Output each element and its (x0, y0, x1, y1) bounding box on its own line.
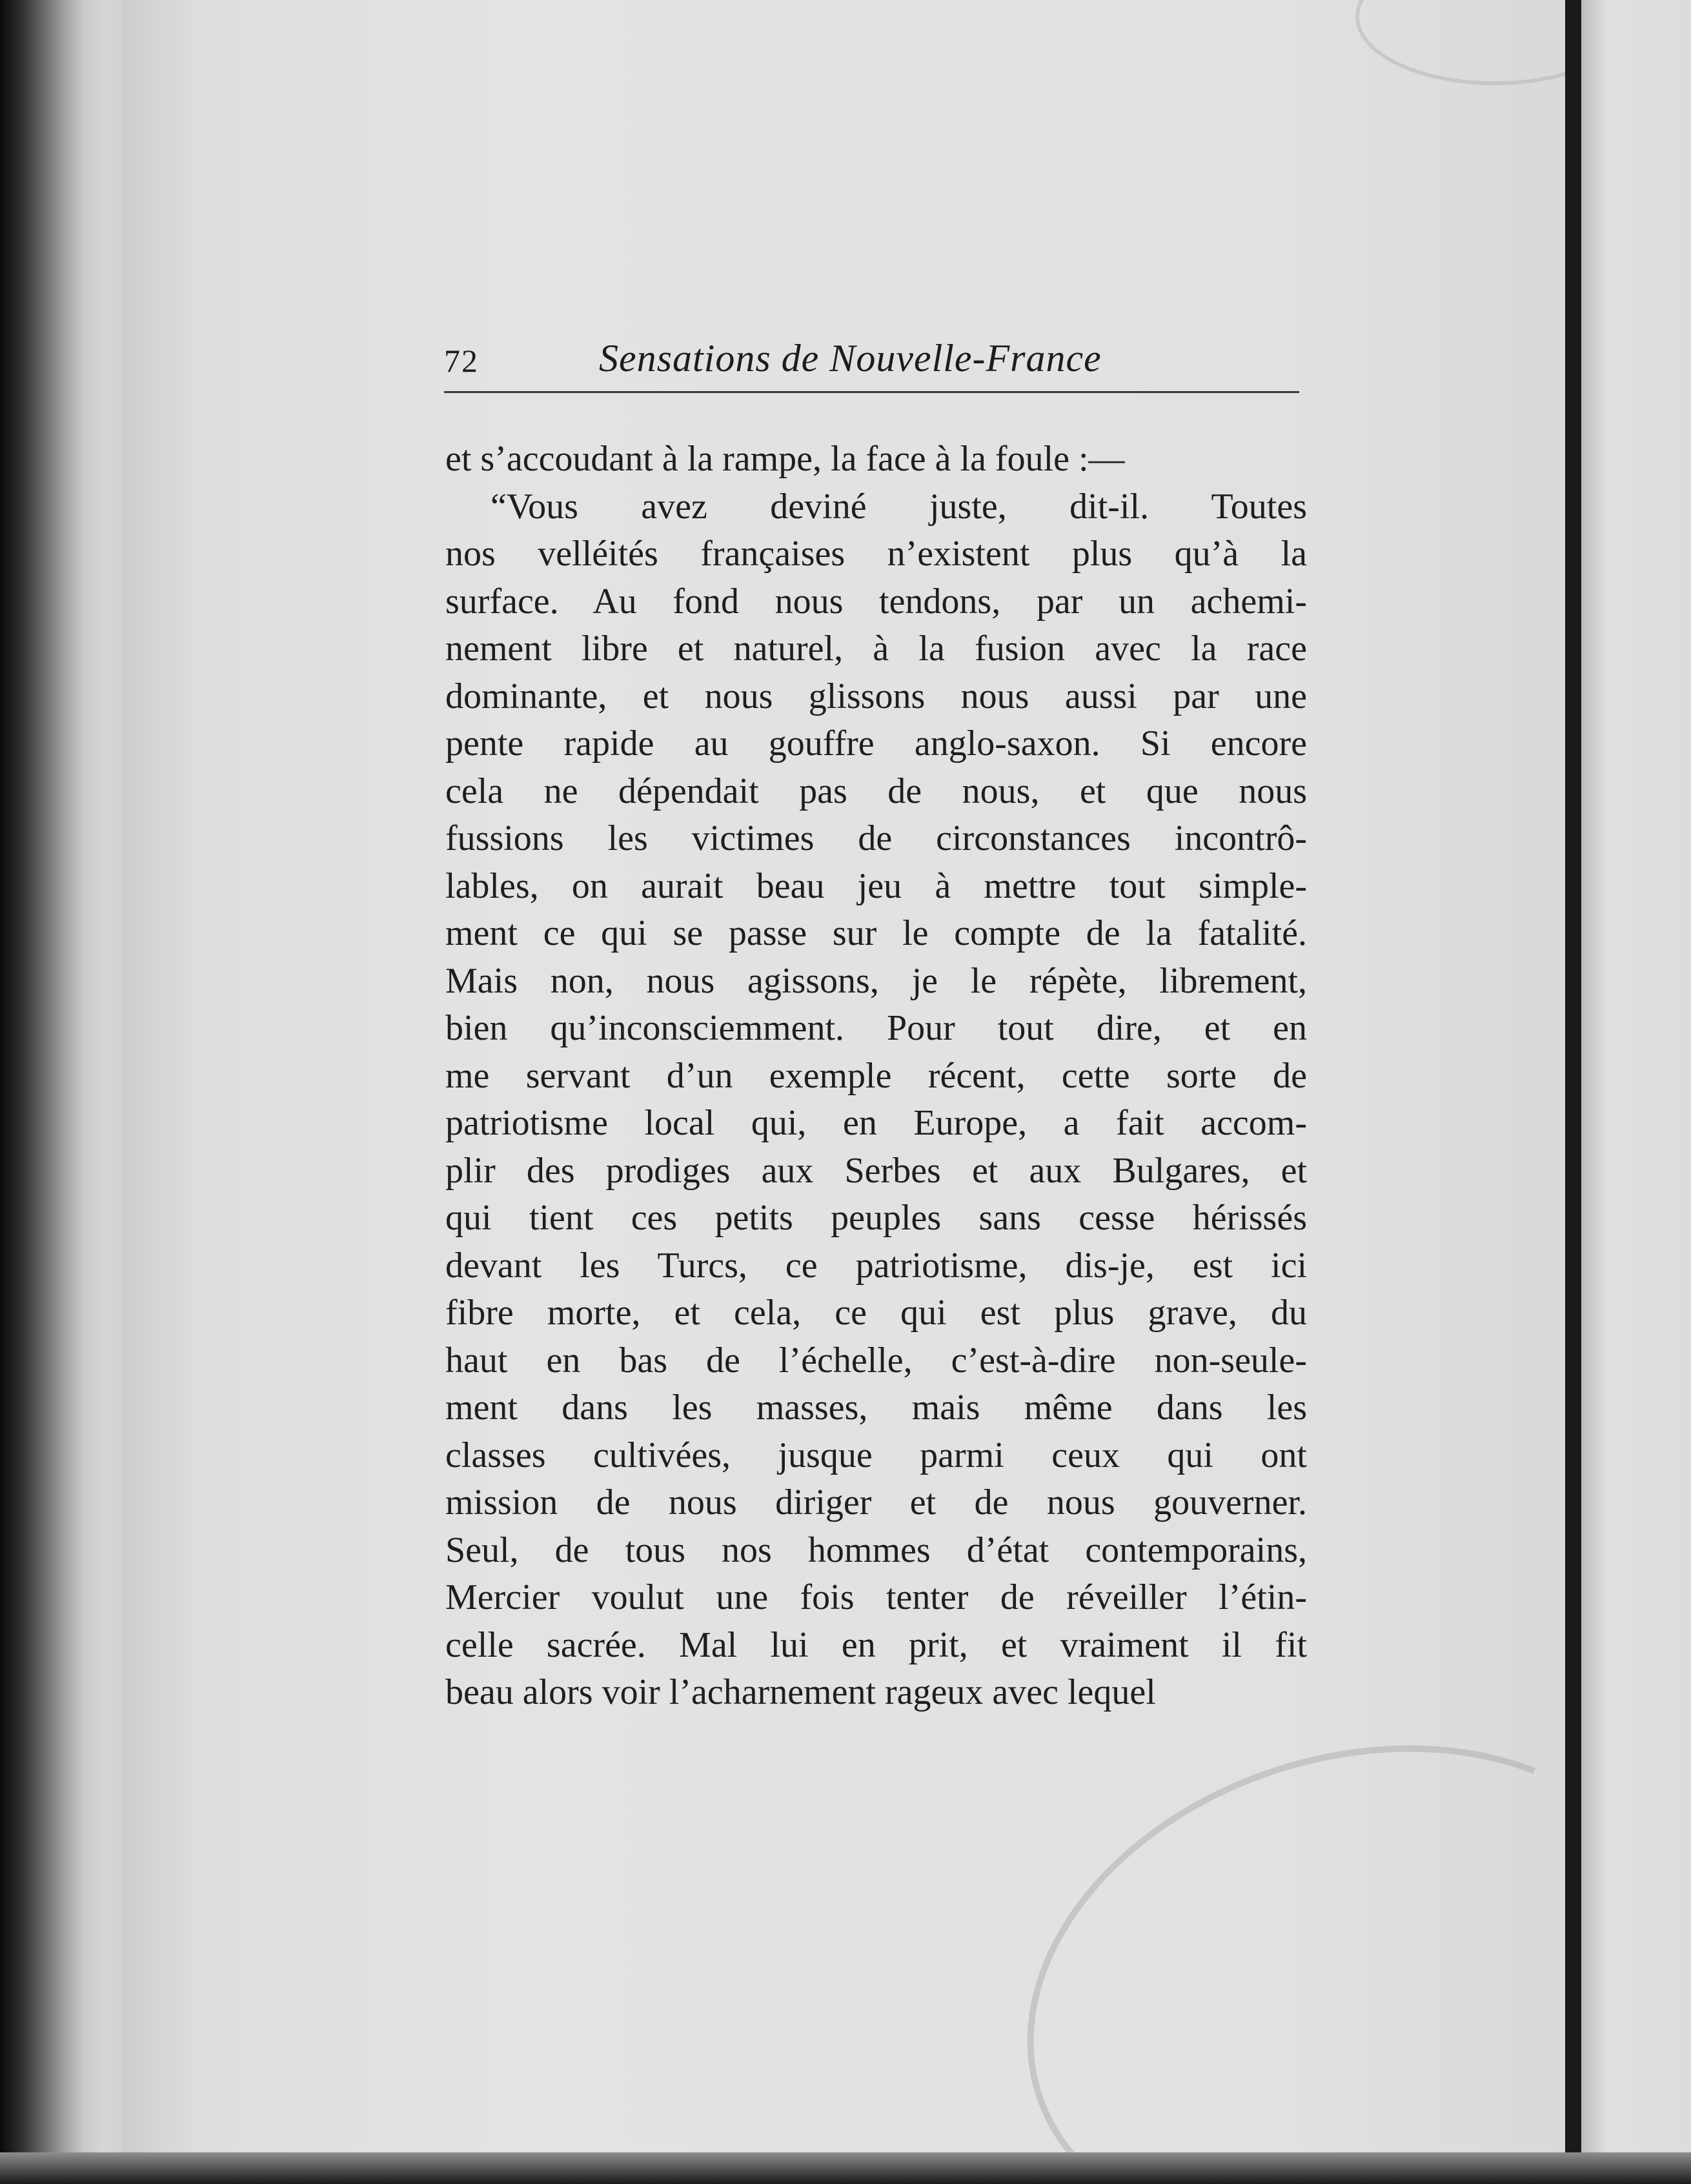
text-line: mission de nous diriger et de nous gouverner. (445, 1482, 1307, 1522)
text-line: nos velléités françaises n’existent plus qu’à la (445, 534, 1307, 574)
page-number: 72 (444, 343, 479, 379)
text-line: lables, on aurait beau jeu à mettre tout simple- (445, 865, 1307, 906)
text-line: Mais non, nous agissons, je le répète, librement, (445, 960, 1307, 1001)
text-line: ment dans les masses, mais même dans les (445, 1388, 1307, 1428)
text-line: et s’accoudant à la rampe, la face à la foule :— (445, 439, 1125, 479)
page-gutter (1565, 0, 1581, 2184)
book-bottom-edge (0, 2152, 1691, 2184)
text-line: me servant d’un exemple récent, cette sorte de (445, 1055, 1307, 1096)
text-line: “Vous avez deviné juste, dit-il. Toutes (491, 486, 1307, 527)
running-title: Sensations de Nouvelle-France (599, 337, 1102, 379)
text-line: celle sacrée. Mal lui en prit, et vraiment il fit (445, 1624, 1307, 1665)
text-line: surface. Au fond nous tendons, par un achemi- (445, 581, 1307, 622)
text-line: ment ce qui se passe sur le compte de la fatalité. (445, 913, 1307, 953)
text-line: pente rapide au gouffre anglo-saxon. Si encore (445, 723, 1307, 763)
text-line: plir des prodiges aux Serbes et aux Bulgares, et (445, 1150, 1307, 1191)
text-line: classes cultivées, jusque parmi ceux qui ont (445, 1435, 1307, 1475)
text-line: cela ne dépendait pas de nous, et que nous (445, 771, 1307, 811)
text-line: qui tient ces petits peuples sans cesse hérissés (445, 1198, 1307, 1238)
running-header (444, 329, 1299, 393)
book-spine-edge (0, 0, 129, 2184)
text-line: patriotisme local qui, en Europe, a fait accom- (445, 1103, 1307, 1143)
text-line: fussions les victimes de circonstances incontrô- (445, 818, 1307, 858)
body-text (445, 436, 1307, 1717)
text-line: Mercier voulut une fois tenter de réveiller l’étin- (445, 1577, 1307, 1617)
next-page-edge (1581, 0, 1691, 2184)
text-line: bien qu’inconsciemment. Pour tout dire, et en (445, 1008, 1307, 1048)
text-line: devant les Turcs, ce patriotisme, dis-je, est ici (445, 1245, 1307, 1286)
text-line: dominante, et nous glissons nous aussi par une (445, 676, 1307, 716)
text-line: Seul, de tous nos hommes d’état contemporains, (445, 1530, 1307, 1570)
text-line: nement libre et naturel, à la fusion avec la race (445, 629, 1307, 669)
text-line: haut en bas de l’échelle, c’est-à-dire non-seule- (445, 1340, 1307, 1380)
text-line: beau alors voir l’acharnement rageux avec lequel (445, 1672, 1156, 1712)
text-line: fibre morte, et cela, ce qui est plus grave, du (445, 1293, 1307, 1333)
